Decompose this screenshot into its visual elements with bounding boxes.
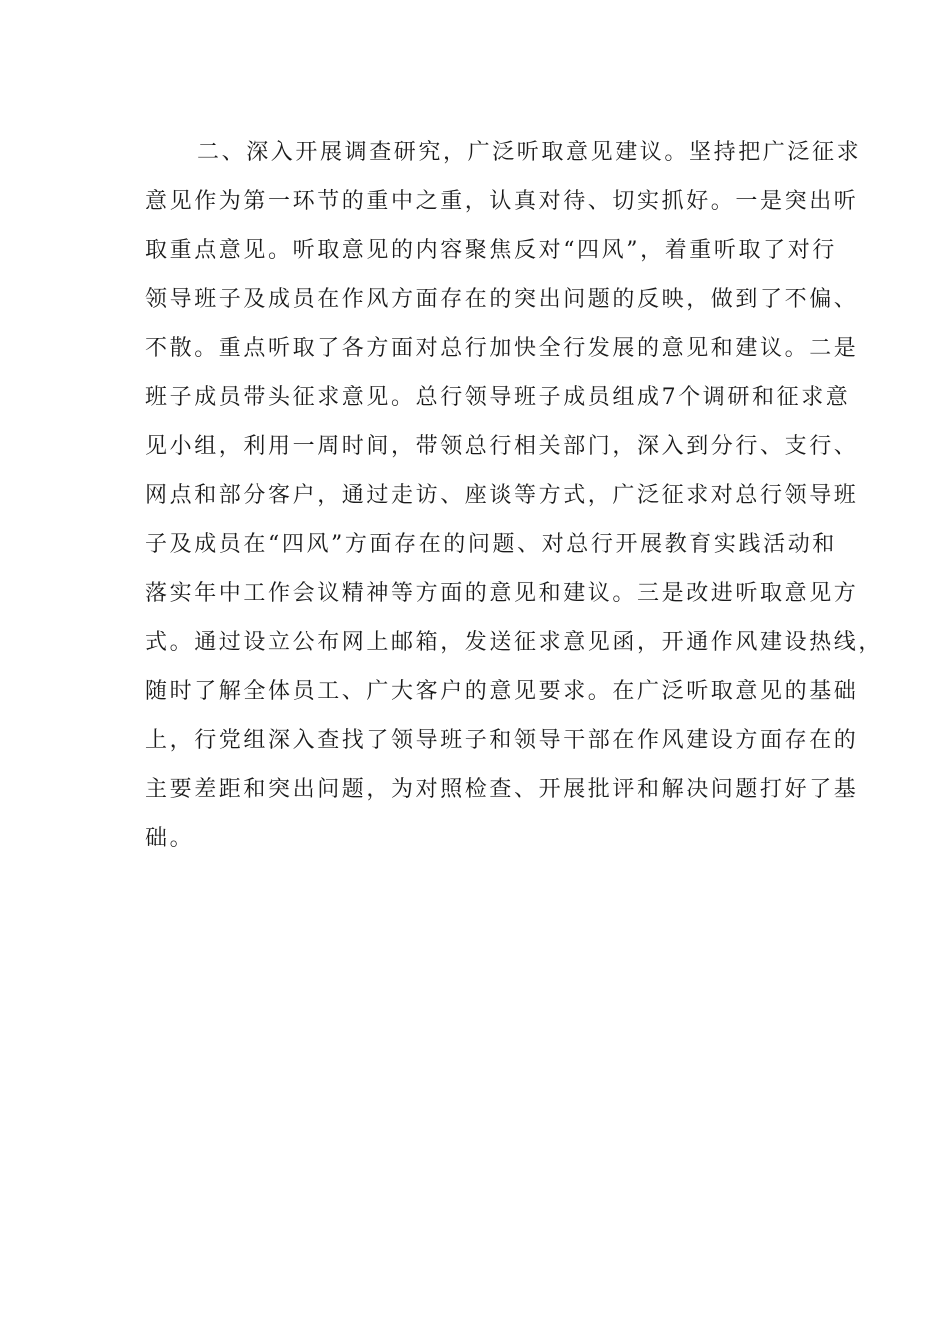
paragraph-line: 础。 bbox=[145, 826, 195, 851]
paragraph-line: 式。通过设立公布网上邮箱，发送征求意见函，开通作风建设热线， bbox=[145, 630, 884, 655]
paragraph-line: 上，行党组深入查找了领导班子和领导干部在作风建设方面存在的 bbox=[145, 728, 859, 753]
paragraph-line: 主要差距和突出问题，为对照检查、开展批评和解决问题打好了基 bbox=[145, 777, 859, 802]
paragraph-line: 不散。重点听取了各方面对总行加快全行发展的意见和建议。二是 bbox=[145, 336, 859, 361]
paragraph bbox=[145, 128, 883, 863]
paragraph-line: 取重点意见。听取意见的内容聚焦反对“四风”，着重听取了对行 bbox=[145, 238, 837, 263]
paragraph-line: 意见作为第一环节的重中之重，认真对待、切实抓好。一是突出听 bbox=[145, 189, 859, 214]
paragraph-line: 随时了解全体员工、广大客户的意见要求。在广泛听取意见的基础 bbox=[145, 679, 859, 704]
paragraph-line: 子及成员在“四风”方面存在的问题、对总行开展教育实践活动和 bbox=[145, 532, 837, 557]
paragraph-line: 落实年中工作会议精神等方面的意见和建议。三是改进听取意见方 bbox=[145, 581, 859, 606]
paragraph-line: 领导班子及成员在作风方面存在的突出问题的反映，做到了不偏、 bbox=[145, 287, 859, 312]
paragraph-line: 二、深入开展调查研究，广泛听取意见建议。坚持把广泛征求 bbox=[197, 140, 862, 165]
paragraph-line: 见小组，利用一周时间，带领总行相关部门，深入到分行、支行、 bbox=[145, 434, 859, 459]
paragraph-line: 网点和部分客户，通过走访、座谈等方式，广泛征求对总行领导班 bbox=[145, 483, 859, 508]
paragraph-line: 班子成员带头征求意见。总行领导班子成员组成7个调研和征求意 bbox=[145, 385, 851, 410]
